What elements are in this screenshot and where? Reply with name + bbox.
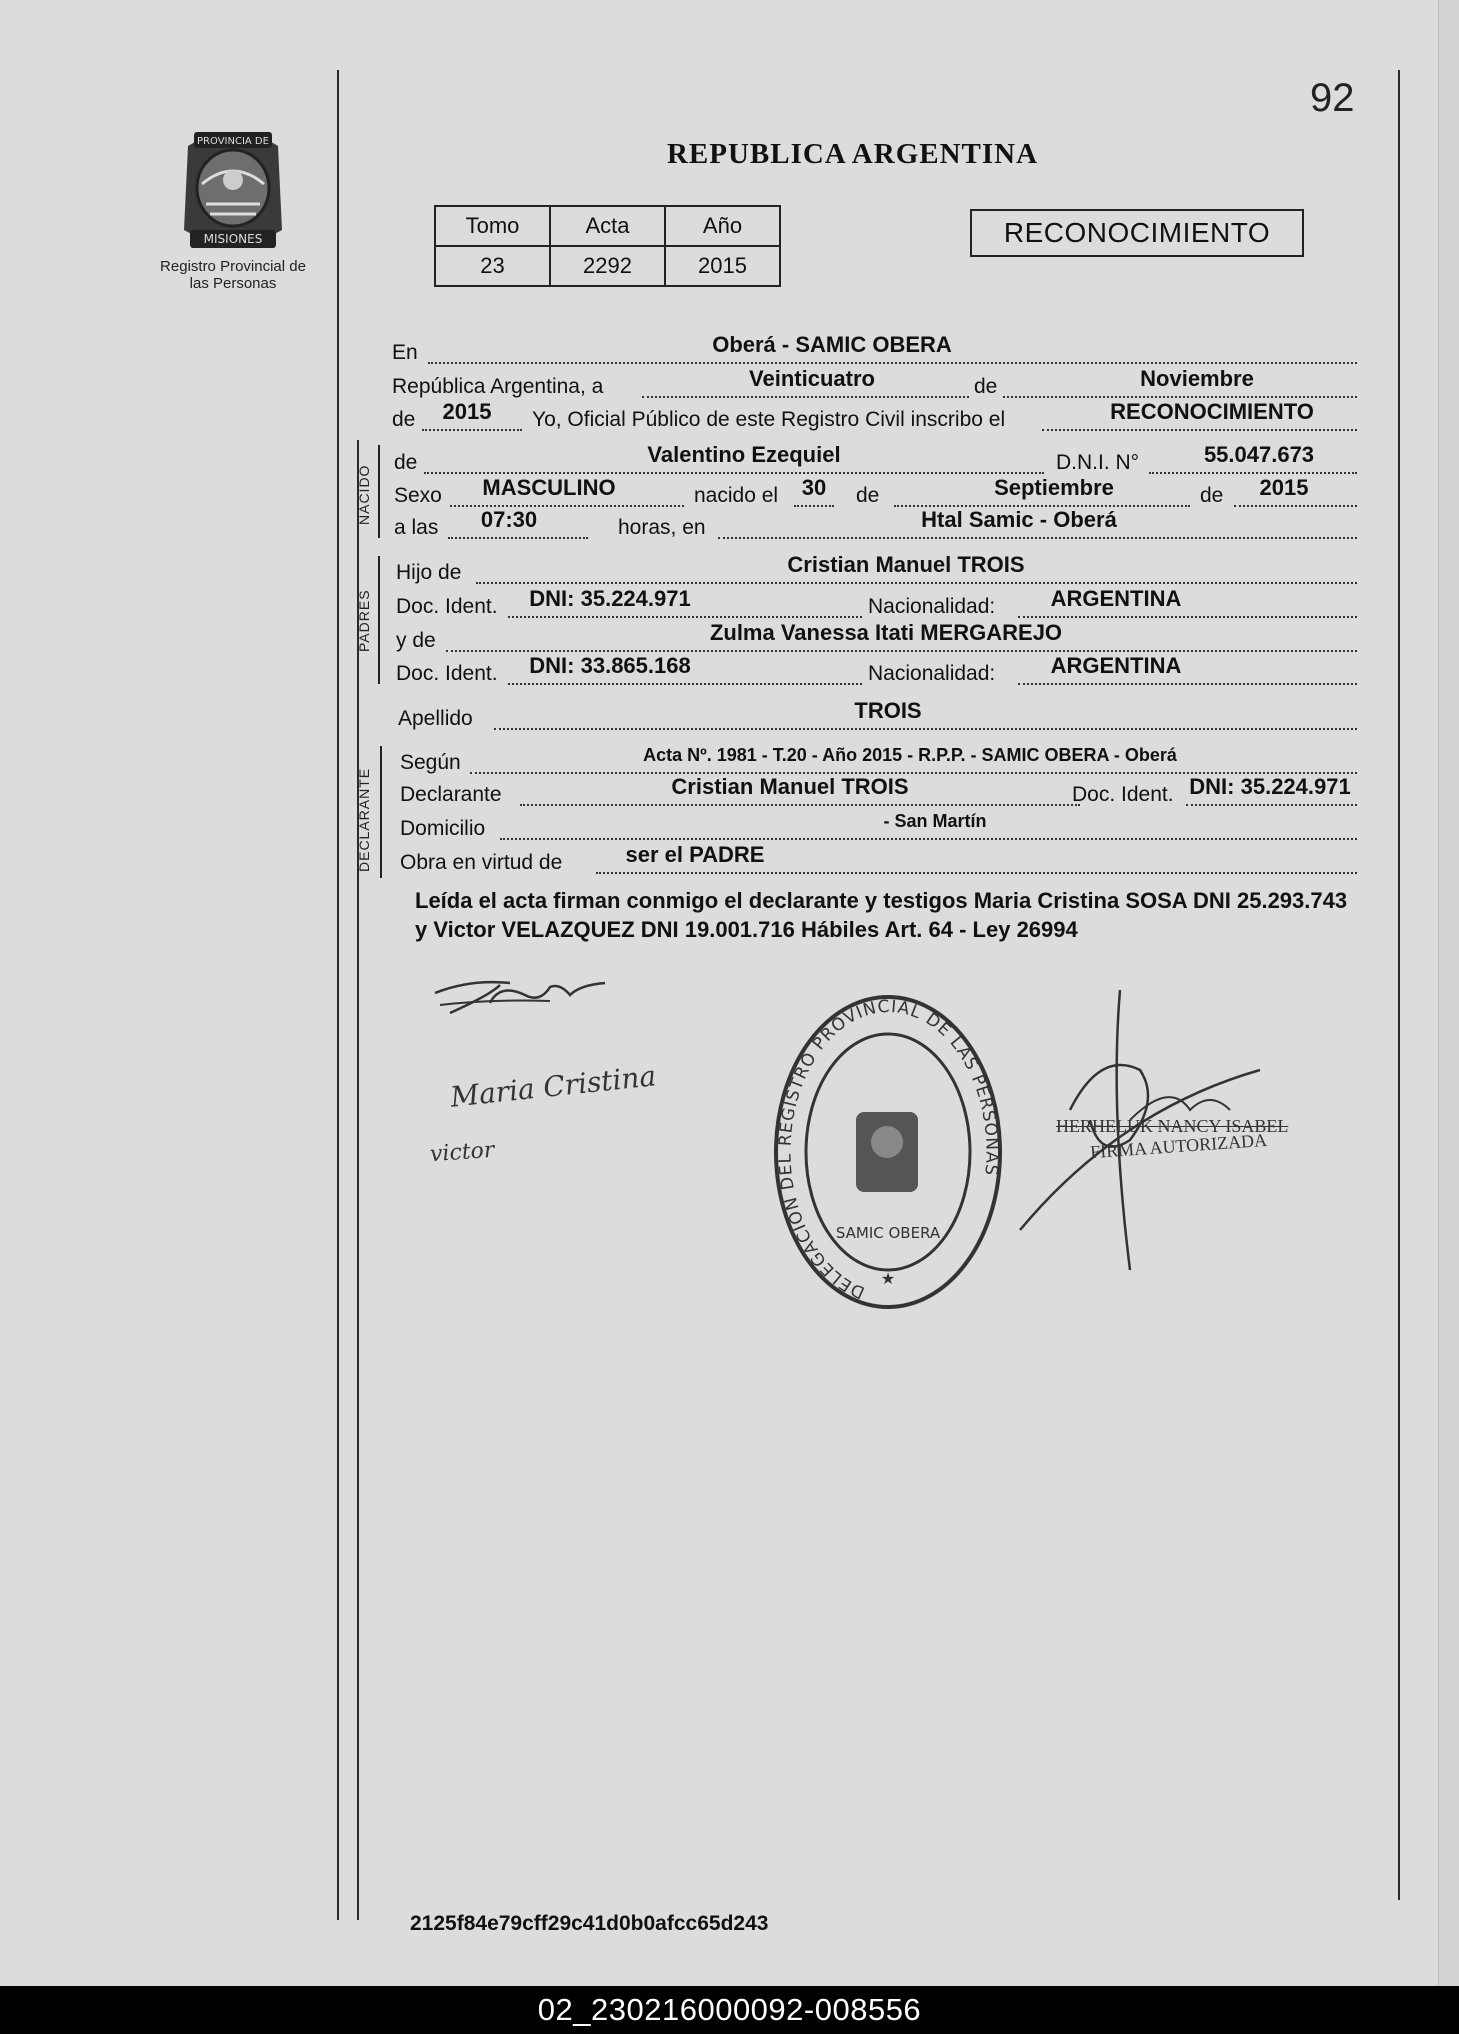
table-header-row (435, 206, 780, 246)
de-year-label: de (392, 405, 417, 435)
nacido-de-label: de (394, 451, 418, 474)
section-divider (378, 556, 380, 684)
y-de-label: y de (396, 629, 436, 652)
official-stamp-icon (770, 992, 1006, 1312)
provincial-crest-icon (170, 118, 296, 258)
padre-doc: DNI: 35.224.971 (529, 586, 691, 611)
declarante-nombre: Cristian Manuel TROIS (671, 774, 909, 799)
month-value: Noviembre (1140, 366, 1254, 391)
nacido-anio: 2015 (1259, 475, 1309, 500)
witness-1-signature: Maria Cristina (448, 1059, 658, 1114)
day-value: Veinticuatro (749, 366, 875, 391)
svg-text:MISIONES: MISIONES (203, 232, 263, 246)
dotted-line (422, 429, 522, 431)
declarante-doc-label: Doc. Ident. (1072, 783, 1174, 806)
nacido-mes: Septiembre (994, 475, 1114, 500)
crest-caption: Registro Provincial de las Personas (160, 258, 306, 292)
dotted-line (508, 683, 862, 685)
nacido-lugar: Htal Samic - Oberá (921, 507, 1117, 532)
nacido-el-label: nacido el (694, 484, 779, 507)
witness-2-signature: victor (429, 1137, 496, 1168)
nacido-nombre: Valentino Ezequiel (647, 442, 841, 467)
left-margin-line (337, 70, 339, 1920)
madre-nacionalidad: ARGENTINA (1050, 653, 1182, 678)
row-nacido-hora (394, 507, 1357, 543)
year-value: 2015 (442, 399, 492, 424)
act-type-box: RECONOCIMIENTO (970, 209, 1304, 257)
dotted-line (1186, 804, 1357, 806)
row-obra (400, 842, 1357, 878)
row-apellido (398, 698, 1357, 734)
segun-label: Según (400, 751, 461, 774)
header-anio: Año (665, 206, 780, 246)
apellido-value: TROIS (854, 698, 922, 723)
dni-label: D.N.I. N° (1056, 451, 1140, 474)
dotted-line (596, 872, 1357, 874)
register-table (434, 205, 781, 287)
nacido-dni: 55.047.673 (1203, 442, 1315, 467)
closing-statement: Leída el acta firman conmigo el declarante y testigos Maria Cristina SOSA DNI 25.293.743 y Victor VELAZQUEZ DNI 19.001.716 Hábiles Art. 64 - Ley 26994 (415, 888, 1348, 942)
value-acta: 2292 (550, 246, 665, 286)
section-label-declarante: DECLARANTE (356, 767, 372, 872)
row-domicilio (400, 811, 1357, 844)
declarant-signature (430, 965, 610, 1025)
horas-en-label: horas, en (618, 516, 706, 539)
header-tomo: Tomo (435, 206, 550, 246)
nacido-de-anio-label: de (1200, 484, 1224, 507)
section-divider (380, 746, 382, 878)
dotted-line (1042, 429, 1357, 431)
obra-label: Obra en virtud de (400, 851, 563, 874)
domicilio-value: - San Martín (883, 811, 987, 831)
madre-doc-label: Doc. Ident. (396, 662, 498, 685)
svg-text:PROVINCIA DE: PROVINCIA DE (197, 136, 269, 147)
value-tomo: 23 (435, 246, 550, 286)
inscribo-value: RECONOCIMIENTO (1110, 399, 1314, 424)
dotted-line (1018, 683, 1357, 685)
footer-document-id: 02_230216000092-008556 (0, 1986, 1459, 2034)
padre-nombre: Cristian Manuel TROIS (787, 552, 1025, 577)
madre-doc: DNI: 33.865.168 (529, 653, 691, 678)
en-label: En (392, 341, 418, 364)
en-value: Oberá - SAMIC OBERA (712, 332, 952, 357)
dotted-line (448, 537, 588, 539)
dotted-line (1234, 505, 1357, 507)
sexo-label: Sexo (394, 484, 442, 507)
sexo-value: MASCULINO (482, 475, 616, 500)
nacido-hora: 07:30 (480, 507, 538, 532)
nacido-de-mes-label: de (856, 484, 880, 507)
official-role: FIRMA AUTORIZADA (1089, 1129, 1268, 1163)
svg-text:★: ★ (880, 1271, 896, 1288)
document-hash: 2125f84e79cff29c41d0b0afcc65d243 (410, 1912, 769, 1935)
dotted-line (794, 505, 834, 507)
row-inscribo (392, 399, 1357, 435)
declarante-label: Declarante (400, 783, 502, 806)
segun-value: Acta Nº. 1981 - T.20 - Año 2015 - R.P.P. - SAMIC OBERA - Oberá (643, 745, 1177, 765)
svg-text:SAMIC OBERA: SAMIC OBERA (835, 1224, 941, 1242)
page-number: 92 (1310, 76, 1355, 120)
right-margin-line (1398, 70, 1400, 1900)
hijo-de-label: Hijo de (396, 561, 462, 584)
domicilio-label: Domicilio (400, 817, 486, 840)
inner-margin-line (357, 440, 359, 1920)
apellido-label: Apellido (398, 707, 473, 730)
svg-text:DELEGACIÓN DEL REGISTRO PROVIN: DELEGACIÓN DEL REGISTRO PROVINCIAL DE LAS PERSONAS (775, 996, 1002, 1303)
table-row (435, 246, 780, 286)
madre-nac-label: Nacionalidad: (868, 662, 996, 685)
section-label-nacido: NACIDO (356, 464, 372, 525)
obra-value: ser el PADRE (625, 842, 765, 867)
page-title: REPUBLICA ARGENTINA (666, 138, 1039, 170)
section-label-padres: PADRES (356, 589, 372, 652)
dotted-line (494, 728, 1357, 730)
a-las-label: a las (394, 516, 439, 539)
header-acta: Acta (550, 206, 665, 246)
padre-nac-label: Nacionalidad: (868, 595, 996, 618)
section-divider (378, 445, 380, 538)
padre-doc-label: Doc. Ident. (396, 595, 498, 618)
inscribo-label: Yo, Oficial Público de este Registro Civil inscribo el (532, 408, 1006, 431)
padre-nacionalidad: ARGENTINA (1050, 586, 1182, 611)
dotted-line (718, 537, 1357, 539)
nacido-dia: 30 (801, 475, 827, 500)
page-edge (1438, 0, 1459, 1986)
official-name: HERHELUK NANCY ISABEL (1056, 1116, 1289, 1136)
declarante-doc: DNI: 35.224.971 (1189, 774, 1351, 799)
republica-label: República Argentina, a (392, 375, 604, 398)
madre-nombre: Zulma Vanessa Itati MERGAREJO (709, 620, 1063, 645)
row-madre-doc (396, 653, 1357, 689)
value-anio: 2015 (665, 246, 780, 286)
de-label: de (970, 372, 1001, 402)
